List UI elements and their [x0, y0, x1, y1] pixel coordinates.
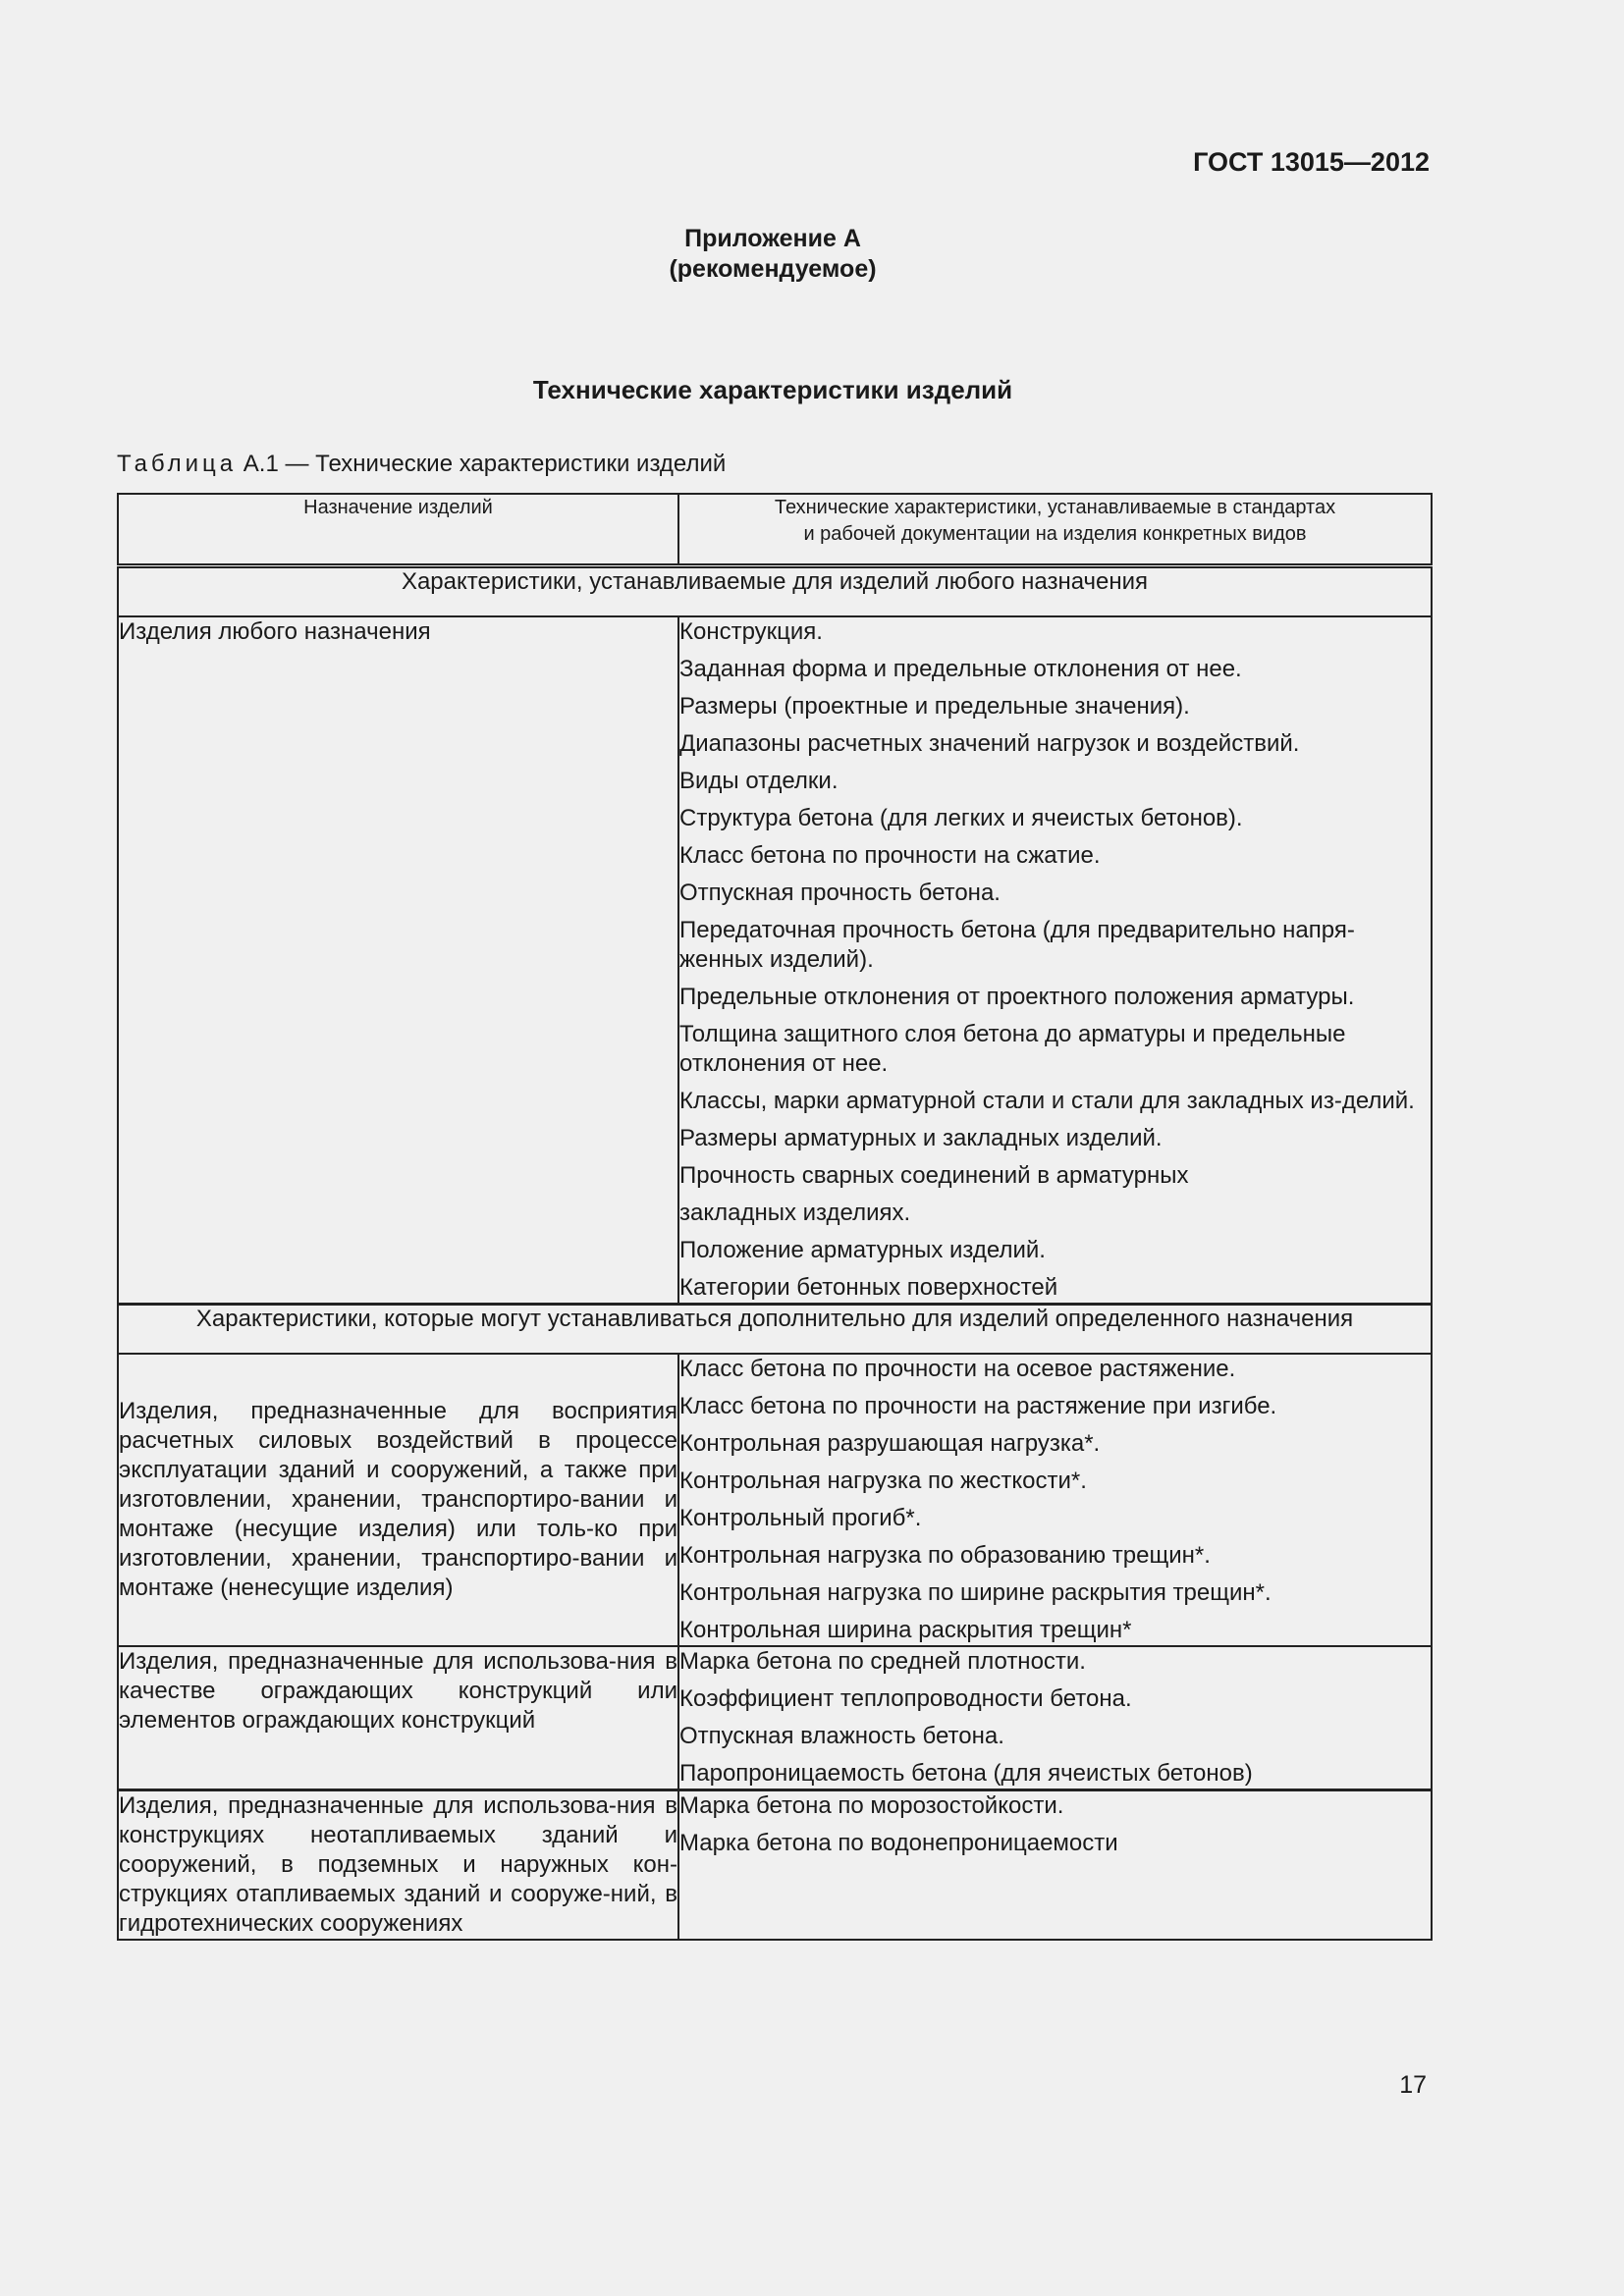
table-caption-label: Таблица	[117, 451, 238, 477]
table-row	[118, 616, 1432, 1305]
characteristic-item: Размеры арматурных и закладных изделий.	[679, 1125, 1163, 1151]
characteristic-item: Категории бетонных поверхностей	[679, 1274, 1058, 1301]
purpose-cell: Изделия, предназначенные для восприятия расчетных силовых воздействий в процессе эксплуатации зданий и сооружений, а также при изготовлении, хранении, транспортиро-вании и монтаже (несущие изделия) или толь-ко при изготовлении, хранении, транспортиро-вании и монтаже (ненесущие изделия)	[118, 1354, 678, 1646]
characteristic-item: Контрольный прогиб*.	[679, 1505, 922, 1531]
characteristic-item: Марка бетона по морозостойкости.	[679, 1792, 1064, 1819]
table-header-row	[118, 494, 1432, 566]
section-additional: Характеристики, которые могут устанавливаться дополнительно для изделий определенного назначения	[118, 1305, 1432, 1355]
characteristic-item: Классы, марки арматурной стали и стали для закладных из-делий.	[679, 1088, 1415, 1114]
characteristic-item: Коэффициент теплопроводности бетона.	[679, 1685, 1132, 1712]
header-characteristics-line1: Технические характеристики, устанавливаемые в стандартах	[774, 497, 1336, 518]
characteristics-cell	[678, 616, 1432, 1305]
section-row	[118, 1305, 1432, 1355]
characteristics-table	[117, 493, 1433, 1941]
section-any-purpose: Характеристики, устанавливаемые для изделий любого назначения	[118, 566, 1432, 617]
header-characteristics-line2: и рабочей документации на изделия конкретных видов	[803, 523, 1307, 545]
characteristic-item: Заданная форма и предельные отклонения от нее.	[679, 656, 1242, 682]
table-row	[118, 1354, 1432, 1646]
characteristic-item: Контрольная разрушающая нагрузка*.	[679, 1430, 1101, 1457]
characteristic-item: Размеры (проектные и предельные значения).	[679, 693, 1190, 720]
characteristic-item: Контрольная нагрузка по жесткости*.	[679, 1468, 1087, 1494]
characteristic-item: Положение арматурных изделий.	[679, 1237, 1046, 1263]
characteristic-item: Паропроницаемость бетона (для ячеистых бетонов)	[679, 1760, 1253, 1787]
characteristic-item: Передаточная прочность бетона (для предварительно напря-женных изделий).	[679, 917, 1355, 973]
characteristic-item: Класс бетона по прочности на сжатие.	[679, 842, 1101, 869]
appendix-subtitle: (рекомендуемое)	[669, 255, 877, 283]
characteristic-item: Диапазоны расчетных значений нагрузок и воздействий.	[679, 730, 1300, 757]
characteristics-cell	[678, 1354, 1432, 1646]
characteristic-item: Предельные отклонения от проектного положения арматуры.	[679, 984, 1355, 1010]
characteristic-item: Марка бетона по водонепроницаемости	[679, 1830, 1118, 1856]
purpose-cell: Изделия, предназначенные для использова-ния в качестве ограждающих конструкций или элементов ограждающих конструкций	[118, 1646, 678, 1790]
characteristic-item: Контрольная нагрузка по образованию трещин*.	[679, 1542, 1211, 1569]
characteristic-item: Структура бетона (для легких и ячеистых бетонов).	[679, 805, 1243, 831]
table-caption	[117, 451, 726, 478]
characteristic-item: Марка бетона по средней плотности.	[679, 1648, 1086, 1675]
characteristic-item: Класс бетона по прочности на растяжение при изгибе.	[679, 1393, 1277, 1419]
characteristics-cell	[678, 1646, 1432, 1790]
characteristic-item: Толщина защитного слоя бетона до арматуры и предельные отклонения от нее.	[679, 1021, 1346, 1077]
table-caption-text: А.1 — Технические характеристики изделий	[237, 451, 727, 477]
characteristic-item: Отпускная влажность бетона.	[679, 1723, 1004, 1749]
characteristic-item: Отпускная прочность бетона.	[679, 880, 1001, 906]
characteristic-item: закладных изделиях.	[679, 1200, 911, 1226]
purpose-cell: Изделия, предназначенные для использова-ния в конструкциях неотапливаемых зданий и сооружений, в подземных и наружных кон-струкциях отапливаемых зданий и сооруже-ний, в гидротехнических сооружениях	[118, 1790, 678, 1941]
page-number: 17	[1399, 2071, 1427, 2099]
header-characteristics	[678, 494, 1432, 566]
characteristics-cell	[678, 1790, 1432, 1941]
header-purpose: Назначение изделий	[118, 494, 678, 566]
characteristic-item: Контрольная ширина раскрытия трещин*	[679, 1617, 1132, 1643]
appendix-title: Приложение А	[684, 225, 861, 252]
characteristic-item: Прочность сварных соединений в арматурных	[679, 1162, 1189, 1189]
document-code: ГОСТ 13015—2012	[1193, 147, 1430, 177]
characteristic-item: Виды отделки.	[679, 768, 839, 794]
section-row	[118, 566, 1432, 617]
table-row	[118, 1646, 1432, 1790]
purpose-cell: Изделия любого назначения	[118, 616, 678, 1305]
appendix-heading	[0, 224, 1545, 285]
table-row	[118, 1790, 1432, 1941]
characteristic-item: Конструкция.	[679, 618, 823, 645]
characteristic-item: Контрольная нагрузка по ширине раскрытия трещин*.	[679, 1579, 1272, 1606]
characteristic-item: Класс бетона по прочности на осевое растяжение.	[679, 1356, 1236, 1382]
section-title: Технические характеристики изделий	[532, 375, 1013, 404]
